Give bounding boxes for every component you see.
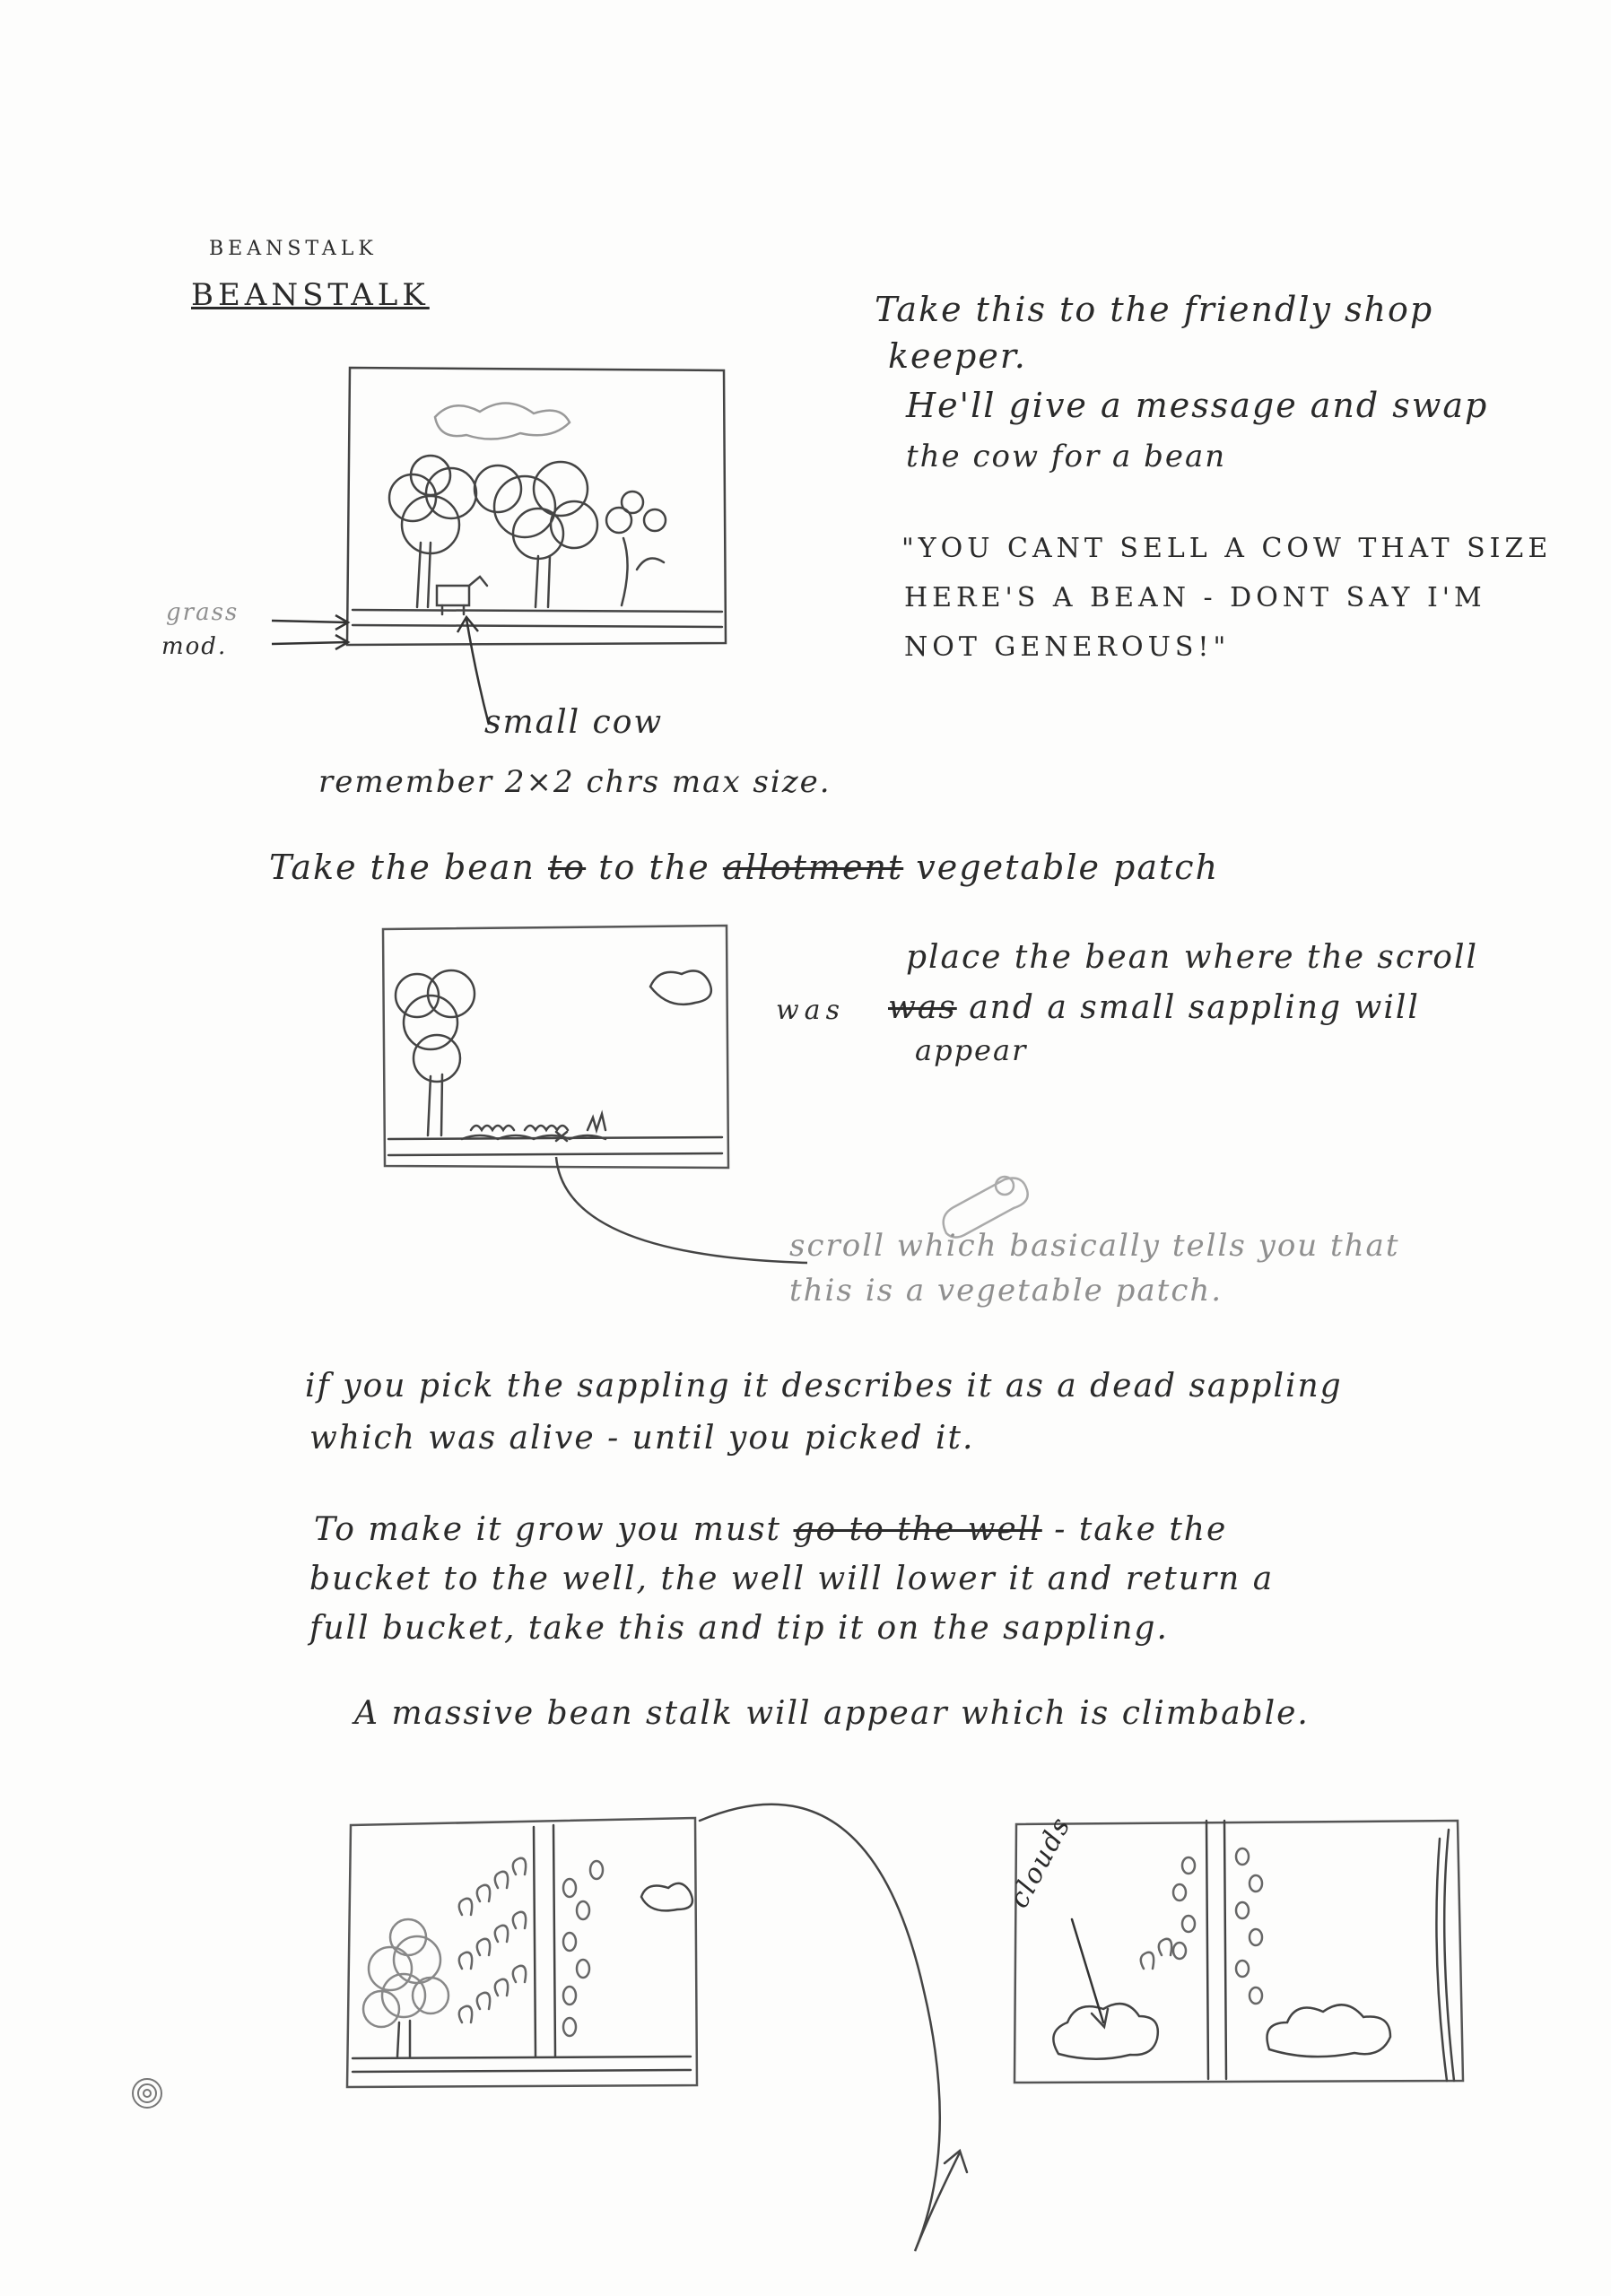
scroll-note-line2: this is a vegetable patch. — [789, 1273, 1223, 1309]
heading-line1: BEANSTALK — [209, 238, 378, 260]
quote-line2: HERE'S A BEAN - DONT SAY I'M — [904, 582, 1486, 613]
place-struck-word: was — [888, 989, 957, 1026]
grass-label: grass — [166, 599, 239, 626]
grow-line2: bucket to the well, the well will lower it and return a — [309, 1561, 1275, 1597]
grass-mod-arrows — [267, 610, 357, 655]
remember-label: remember 2×2 chrs max size. — [318, 764, 832, 800]
grow-line1-struck: go to the well — [793, 1511, 1042, 1548]
shopkeeper-line1: Take this to the friendly shop — [875, 290, 1434, 329]
clouds-label: clouds — [1003, 1811, 1078, 1914]
take-bean-suffix: vegetable patch — [916, 848, 1220, 887]
place-line2 — [888, 985, 1420, 1031]
grow-line1-suffix: - take the — [1054, 1511, 1228, 1548]
shopkeeper-line3: He'll give a message and swap — [906, 386, 1489, 425]
small-cow-label: small cow — [484, 704, 664, 741]
massive-line: A massive bean stalk will appear which is climbable. — [354, 1695, 1310, 1732]
mod-label: mod. — [161, 633, 228, 660]
shopkeeper-line2: keeper. — [888, 336, 1027, 376]
pick-line2: which was alive - until you picked it. — [309, 1420, 975, 1457]
place-line3: appear — [915, 1033, 1028, 1067]
scroll-pointer — [547, 1148, 816, 1274]
take-struck-word1: to — [548, 848, 587, 887]
sketch-vegetable-patch — [381, 924, 731, 1170]
take-struck-word2: allotment — [722, 848, 904, 887]
quote-line3: NOT GENEROUS!" — [904, 631, 1231, 663]
grow-line1-prefix: To make it grow you must — [314, 1511, 782, 1548]
take-bean-mid: to the — [598, 848, 710, 887]
sketch-cow-scene — [345, 363, 731, 650]
take-bean-prefix: Take the bean — [269, 848, 536, 887]
scroll-note-line1: scroll which basically tells you that — [789, 1228, 1400, 1264]
pick-line1: if you pick the sappling it describes it as a dead sappling — [305, 1368, 1343, 1405]
place-line2-text: and a small sappling will — [969, 989, 1420, 1026]
margin-scribble — [126, 2072, 170, 2117]
grow-line1 — [314, 1507, 1227, 1553]
quote-line1: "YOU CANT SELL A COW THAT SIZE — [901, 533, 1553, 564]
shopkeeper-line4: the cow for a bean — [906, 439, 1227, 474]
heading-line2: BEANSTALK — [191, 277, 430, 313]
sketch-beanstalk-clouds — [1009, 1812, 1485, 2090]
grow-line3: full bucket, take this and tip it on the sappling. — [309, 1610, 1169, 1647]
take-bean-line — [269, 843, 1219, 892]
sketch-beanstalk-left — [345, 1816, 704, 2090]
was-label: was — [776, 995, 845, 1026]
place-line1: place the bean where the scroll — [906, 939, 1478, 976]
